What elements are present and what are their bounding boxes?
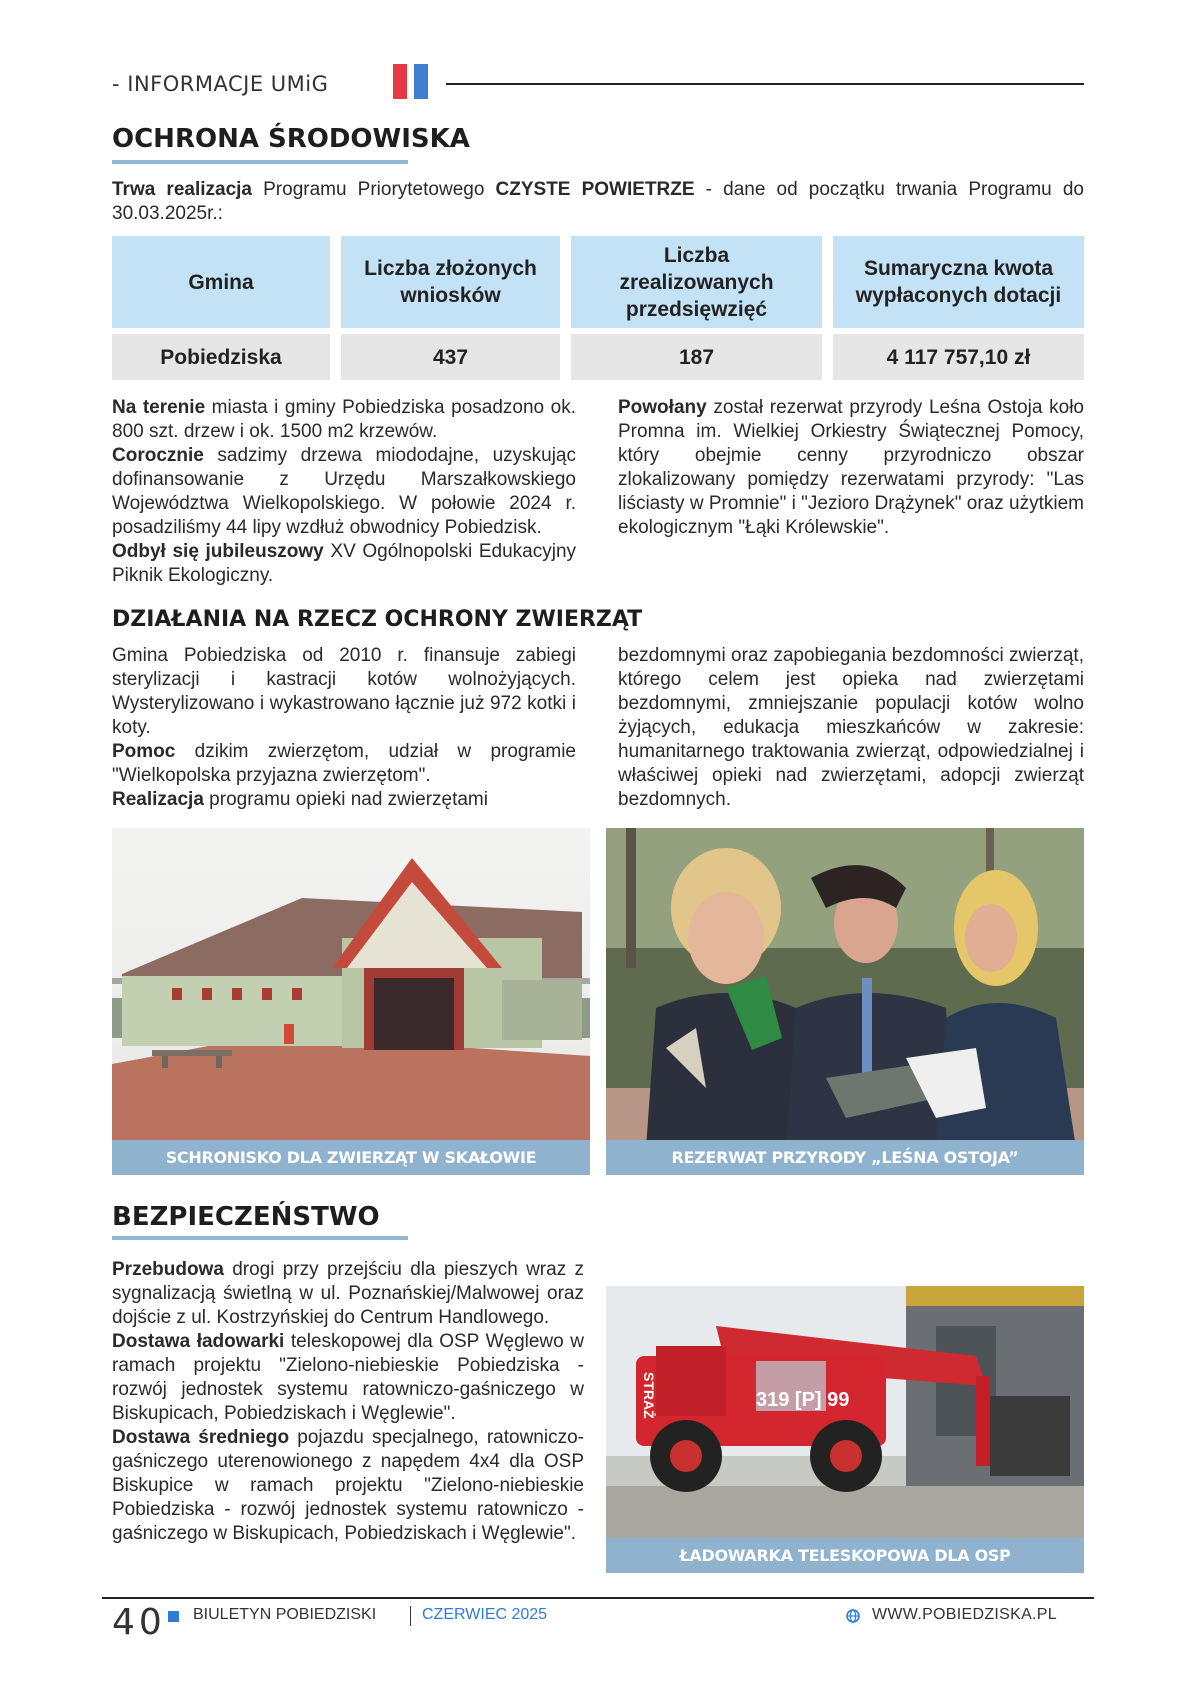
truck-text-number: 319 [P] 99: [756, 1389, 850, 1411]
safety-column: Przebudowa drogi przy przejściu dla pieszych wraz z sygnalizacją świetlną w ul. Poznańskiej/Malwowej oraz dojście z ul. Kostrzyńskiej do Centrum Handlowego. Dostawa ładowarki teleskopowej dla OSP Węglewo w ramach projektu "Zielono-niebieskie Pobiedziska - rozwój jednostek systemu ratowniczo-gaśniczego w Biskupicach, Pobiedziskach i Węglewie". Dostawa średniego pojazdu specjalnego, ratowniczo-gaśniczego uterenowionego z napędem 4x4 dla OSP Biskupice w ramach projektu "Zielono-niebieskie Pobiedziska - rozwój jednostek systemu ratowniczo -gaśniczego w Biskupicach, Pobiedziskach i Węglewie".: [112, 1259, 584, 1544]
globe-icon: [846, 1609, 860, 1623]
footer-publication: BIULETYN POBIEDZISKI: [193, 1606, 377, 1623]
page-number: 40: [112, 1602, 166, 1643]
table-header-cell: Sumaryczna kwota wypłaconych dotacji: [833, 236, 1084, 328]
section-header-label: - INFORMACJE UMiG: [112, 72, 329, 96]
loader-caption: ŁADOWARKA TELESKOPOWA DLA OSP: [606, 1538, 1084, 1573]
env-left-column: Na terenie miasta i gminy Pobiedziska posadzono ok. 800 szt. drzew i ok. 1500 m2 krzewów. Corocznie sadzimy drzewa miododajne, uzyskując dofinansowanie z Urzędu Marszałkowskiego Województwa Wielkopolskiego. W połowie 2024 r. posadziliśmy 44 lipy wzdłuż obwodnicy Pobiedzisk. Odbył się jubileuszowy XV Ogólnopolski Edukacyjny Piknik Ekologiczny.: [112, 397, 577, 586]
section-title-animals: DZIAŁANIA NA RZECZ OCHRONY ZWIERZĄT: [112, 607, 643, 632]
flag-red-stripe: [393, 64, 407, 99]
loader-photo: [606, 1286, 1084, 1538]
header-rule: [446, 83, 1084, 85]
table-cell: Pobiedziska: [112, 334, 330, 380]
reserve-photo: [606, 828, 1084, 1140]
animals-left-column: Gmina Pobiedziska od 2010 r. finansuje zabiegi sterylizacji i kastracji kotów wolnożyjących. Wysterylizowano i wykastrowano łącznie już 972 kotki i koty. Pomoc dzikim zwierzętom, udział w programie "Wielkopolska przyjazna zwierzętom". Realizacja programu opieki nad zwierzętami: [112, 645, 576, 810]
shelter-photo: [112, 828, 590, 1140]
flag-blue-stripe: [414, 64, 428, 99]
title-underline-safety: [112, 1236, 408, 1240]
reserve-caption: REZERWAT PRZYRODY „LEŚNA OSTOJA”: [606, 1140, 1084, 1175]
table-cell: 4 117 757,10 zł: [833, 334, 1084, 380]
table-header-cell: Gmina: [112, 236, 330, 328]
env-right-column: Powołany został rezerwat przyrody Leśna Ostoja koło Promna im. Wielkiej Orkiestry Świątecznej Pomocy, który obejmie cenny przyrodniczo obszar zlokalizowany pomiędzy rezerwatami przyrody: "Las liściasty w Promnie" i "Jezioro Drążynek" oraz użytkiem ekologicznym "Łąki Królewskie".: [618, 397, 1084, 538]
truck-text-straz: STRAŻ: [641, 1372, 657, 1419]
section-title-env: OCHRONA ŚRODOWISKA: [112, 124, 470, 154]
footer-website-link[interactable]: WWW.POBIEDZISKA.PL: [872, 1606, 1057, 1623]
table-cell: 437: [341, 334, 560, 380]
animals-right-column: bezdomnymi oraz zapobiegania bezdomności zwierząt, którego celem jest opieka nad zwierzętami bezdomnymi, zmniejszanie populacji kotów wolno żyjących, edukacja mieszkańców w zakresie: humanitarnego traktowania zwierząt, odpowiedzialnej i właściwej opieki nad zwierzętami, adopcji zwierząt bezdomnych.: [618, 645, 1084, 810]
title-underline-env: [112, 160, 408, 164]
table-header-row: [112, 236, 1084, 328]
footer-square-icon: [168, 1611, 179, 1622]
section-title-safety: BEZPIECZEŃSTWO: [112, 1202, 380, 1232]
table-cell: 187: [571, 334, 822, 380]
footer-date: CZERWIEC 2025: [422, 1606, 548, 1623]
shelter-caption: SCHRONISKO DLA ZWIERZĄT W SKAŁOWIE: [112, 1140, 590, 1175]
footer-separator: [410, 1606, 411, 1626]
env-intro: Trwa realizacja Programu Priorytetowego CZYSTE POWIETRZE - dane od początku trwania Programu do 30.03.2025r.:: [112, 179, 1084, 224]
table-header-cell: Liczba zrealizowanych przedsięwzięć: [571, 236, 822, 328]
footer-rule: [102, 1597, 1094, 1599]
table-row: [112, 334, 1084, 380]
table-header-cell: Liczba złożonych wniosków: [341, 236, 560, 328]
